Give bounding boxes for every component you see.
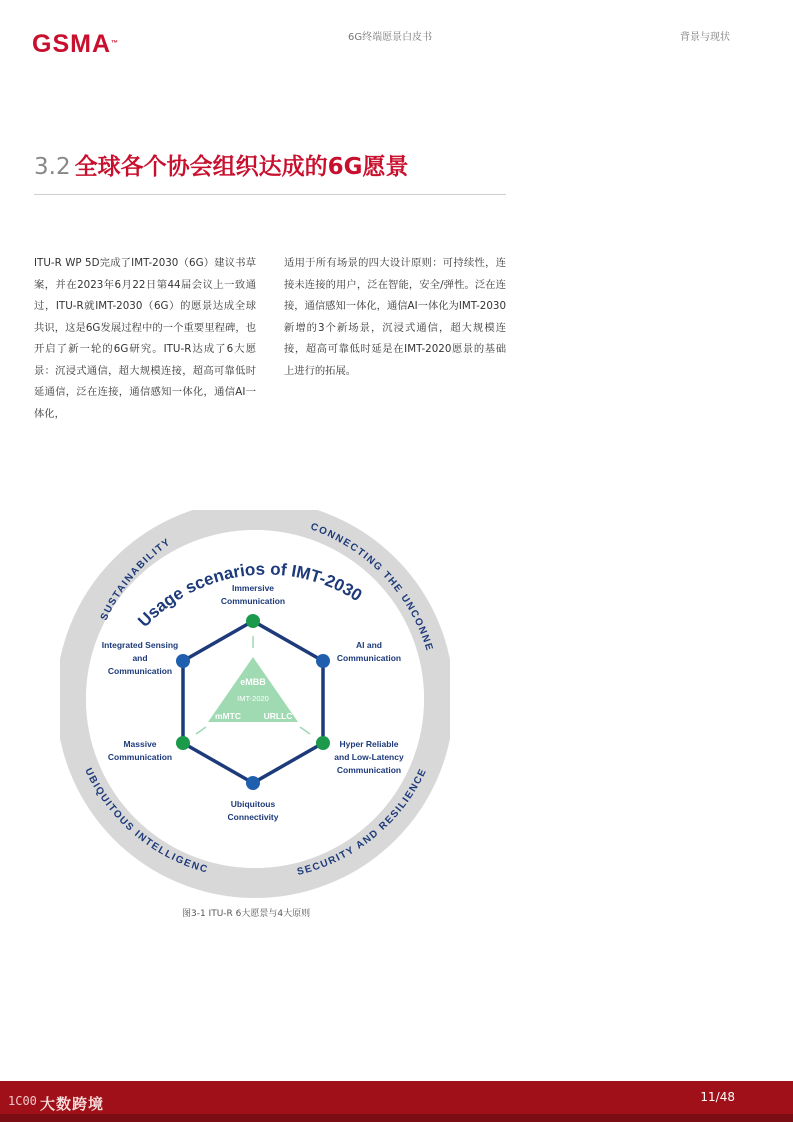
scenario-massive-line1: Massive: [123, 739, 157, 749]
node-massive: [176, 736, 190, 750]
document-title: 6G终端愿景白皮书: [348, 32, 433, 43]
node-immersive: [246, 614, 260, 628]
page-number: 11/48: [700, 1090, 735, 1104]
figure-caption: 图3-1 ITU-R 6大愿景与4大原则: [182, 909, 311, 919]
usage-scenarios-diagram: [60, 510, 450, 900]
triangle-imt2020-label: IMT-2020: [237, 694, 269, 703]
scenario-hrllc-line3: Communication: [336, 765, 402, 775]
title-divider: [34, 194, 506, 195]
section-number: 3.2: [34, 154, 71, 180]
scenario-immersive-line2: Communication: [220, 596, 286, 606]
triangle-embb-label: eMBB: [240, 677, 266, 687]
scenario-sensing-line3: Communication: [107, 666, 173, 676]
scenario-ai-line1: AI and: [356, 640, 382, 650]
usage-scenarios-figure: [60, 510, 450, 900]
scenario-immersive-line1: Immersive: [231, 583, 275, 593]
node-ai: [316, 654, 330, 668]
watermark-text: 大数跨境: [40, 1095, 105, 1113]
triangle-mmtc-label: mMTC: [215, 711, 241, 721]
scenario-massive-line2: Communication: [107, 752, 173, 762]
scenario-ai-line2: Communication: [336, 653, 402, 663]
scenario-ubiquitous-line2: Connectivity: [227, 812, 279, 822]
section-heading: [34, 150, 408, 184]
scenario-hrllc-line2: and Low-Latency: [334, 752, 404, 762]
node-hrllc: [316, 736, 330, 750]
node-ubiquitous: [246, 776, 260, 790]
gsma-logo: GSMA™: [32, 30, 118, 58]
section-title-text: 全球各个协会组织达成的6G愿景: [74, 154, 409, 180]
principle-ubiquitous-intelligence: UBIQUITOUS INTELLIGENC: [82, 766, 210, 876]
scenario-hrllc-line1: Hyper Reliable: [339, 739, 399, 749]
watermark-logo-icon: 1C00: [8, 1094, 37, 1108]
triangle-urllc-label: URLLC: [263, 711, 293, 721]
principle-security-resilience: SECURITY AND RESILIENCE: [296, 766, 430, 878]
principle-sustainability: SUSTAINABILITY: [98, 536, 174, 623]
scenario-ubiquitous-line1: Ubiquitous: [230, 799, 276, 809]
chapter-title: 背景与现状: [680, 32, 730, 43]
footer-band: [0, 1114, 793, 1122]
principle-connecting-unconnected: CONNECTING THE UNCONNE: [308, 521, 435, 654]
body-text-left: ITU-R WP 5D完成了IMT-2030（6G）建议书草案，并在2023年6月22日第44届会议上一致通过，ITU-R就IMT-2030（6G）的愿景达成全球共识，这是6G发展过程中的一个重要里程碑，也开启了新一轮的6G研究。ITU-R达成了6大愿景：沉浸式通信，超大规模连接，超高可靠低时延通信，泛在连接，通信感知一体化，通信AI一体化，: [34, 257, 256, 420]
body-text-right: 适用于所有场景的四大设计原则：可持续性，连接未连接的用户，泛在智能，安全/弹性。泛在连接，通信感知一体化，通信AI一体化为IMT-2030新增的3个新场景，沉浸式通信，超大规模连接，超高可靠低时延是在IMT-2020愿景的基础上进行的拓展。: [284, 257, 507, 377]
scenario-sensing-line1: Integrated Sensing: [101, 640, 179, 650]
node-sensing: [176, 654, 190, 668]
diagram-heading: Usage scenarios of IMT-2030: [134, 559, 366, 631]
scenario-sensing-line2: and: [132, 653, 148, 663]
